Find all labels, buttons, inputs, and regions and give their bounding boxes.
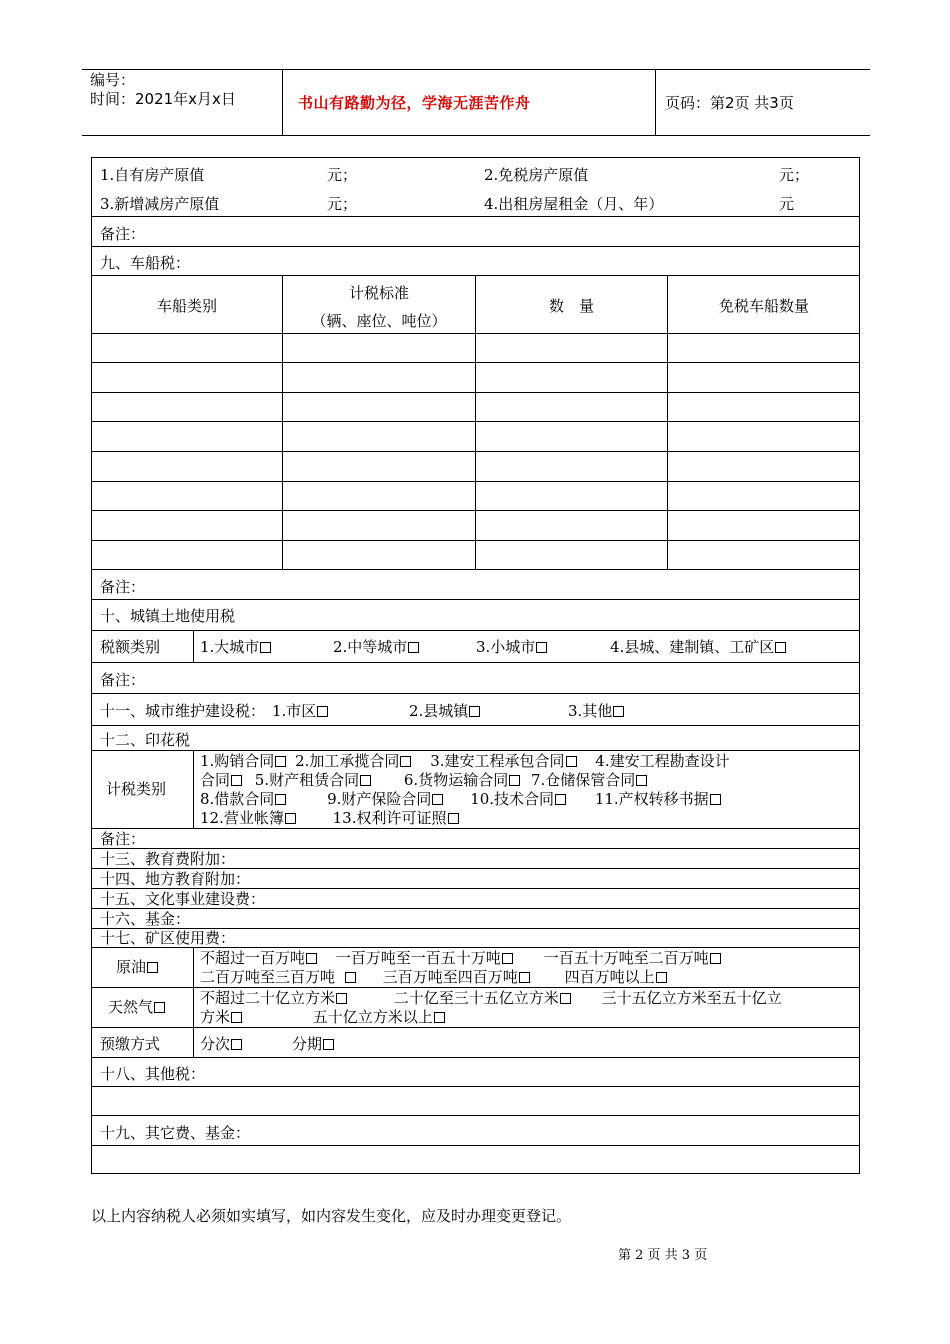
property-item-2-unit: 元； <box>779 166 810 184</box>
land-option-medium-city[interactable] <box>333 638 419 656</box>
checkbox-icon[interactable] <box>519 972 530 983</box>
urban-option-label: 3.其他 <box>568 702 613 720</box>
checkbox-icon[interactable] <box>275 756 286 767</box>
row-rule <box>91 246 860 247</box>
stamp-row-3 <box>200 790 721 808</box>
checkbox-icon[interactable] <box>231 1039 242 1050</box>
gas-option: 五十亿立方米以上 <box>312 1008 433 1026</box>
stamp-item: 11.产权转移书据 <box>594 790 709 808</box>
row-rule <box>91 1027 860 1028</box>
checkbox-icon[interactable] <box>336 993 347 1004</box>
land-option-label: 3.小城市 <box>476 638 536 656</box>
prepay-option-label: 分期 <box>292 1035 323 1053</box>
row-rule <box>91 750 860 751</box>
checkbox-icon[interactable] <box>710 794 721 805</box>
checkbox-icon[interactable] <box>775 642 786 653</box>
checkbox-icon[interactable] <box>509 775 520 786</box>
gas-option-part2: 方米 <box>200 1008 231 1026</box>
checkbox-icon[interactable] <box>275 794 286 805</box>
stamp-row-2 <box>200 771 647 789</box>
property-item-4: 4.出租房屋租金（月、年） <box>484 195 664 213</box>
property-item-2: 2.免税房产原值 <box>484 166 589 184</box>
stamp-item: 7.仓储保管合同 <box>530 771 636 789</box>
urban-option-label: 2.县城镇 <box>409 702 469 720</box>
gas-row-1 <box>200 989 782 1007</box>
document-time-label: 时间：2021年x月x日 <box>90 90 236 108</box>
checkbox-icon[interactable] <box>306 953 317 964</box>
stamp-item: 12.营业帐簿 <box>200 809 284 827</box>
row-rule <box>91 1145 860 1146</box>
fund-item: 十六、基金： <box>100 910 191 928</box>
row-rule <box>91 947 860 948</box>
checkbox-icon[interactable] <box>502 953 513 964</box>
header-motto: 书山有路勤为径，学海无涯苦作舟 <box>298 94 531 112</box>
gas-row-2 <box>200 1008 445 1026</box>
urban-option-other[interactable] <box>568 702 624 720</box>
stamp-item-4-part2: 合同 <box>200 771 231 789</box>
checkbox-icon[interactable] <box>147 962 158 973</box>
row-rule <box>91 1057 860 1058</box>
checkbox-icon[interactable] <box>469 706 480 717</box>
land-tax-category-label: 税额类别 <box>100 638 161 656</box>
other-tax-title: 十八、其他税： <box>100 1065 206 1083</box>
urban-option-county[interactable] <box>409 702 480 720</box>
land-option-label: 2.中等城市 <box>333 638 408 656</box>
header-page-label: 页码：第2页 共3页 <box>665 94 794 112</box>
prepay-option-installment[interactable] <box>200 1035 242 1053</box>
education-surcharge: 十三、教育费附加： <box>100 850 236 868</box>
oil-label-text: 原油 <box>116 958 147 976</box>
stamp-item: 3.建安工程承包合同 <box>430 752 565 770</box>
row-rule <box>91 828 860 829</box>
checkbox-icon[interactable] <box>360 775 371 786</box>
col-rule <box>193 630 194 662</box>
vehicle-tax-title: 九、车船税： <box>100 254 191 272</box>
checkbox-icon[interactable] <box>231 775 242 786</box>
checkbox-icon[interactable] <box>154 1002 165 1013</box>
checkbox-icon[interactable] <box>317 706 328 717</box>
col-rule <box>475 275 476 569</box>
checkbox-icon[interactable] <box>656 972 667 983</box>
checkbox-icon[interactable] <box>260 642 271 653</box>
property-item-1-unit: 元； <box>327 166 358 184</box>
checkbox-icon[interactable] <box>434 1012 445 1023</box>
col-rule <box>193 947 194 1057</box>
stamp-tax-title: 十二、印花税 <box>100 731 191 749</box>
stamp-item: 2.加工承揽合同 <box>295 752 400 770</box>
local-education-surcharge: 十四、地方教育附加： <box>100 870 251 888</box>
checkbox-icon[interactable] <box>566 756 577 767</box>
stamp-item-4-part1: 4.建安工程勘查设计 <box>595 752 730 770</box>
footer-note: 以上内容纳税人必须如实填写，如内容发生变化，应及时办理变更登记。 <box>91 1207 572 1225</box>
checkbox-icon[interactable] <box>285 813 296 824</box>
checkbox-icon[interactable] <box>345 972 356 983</box>
land-option-large-city[interactable] <box>200 638 271 656</box>
row-rule <box>91 693 860 694</box>
vehicle-col-type: 车船类别 <box>156 297 217 315</box>
land-option-small-city[interactable] <box>476 638 547 656</box>
oil-option: 一百万吨至一百五十万吨 <box>335 949 501 967</box>
oil-option: 三百万吨至四百万吨 <box>382 968 518 986</box>
row-rule <box>91 848 860 849</box>
checkbox-icon[interactable] <box>555 794 566 805</box>
stamp-tax-remark: 备注： <box>100 830 146 848</box>
row-rule <box>91 662 860 663</box>
stamp-item: 5.财产租赁合同 <box>254 771 360 789</box>
checkbox-icon[interactable] <box>636 775 647 786</box>
header-bottom-rule <box>82 135 870 136</box>
stamp-tax-category-label: 计税类别 <box>106 780 167 798</box>
stamp-row-4 <box>200 809 459 827</box>
vehicle-col-standard-unit: （辆、座位、吨位） <box>311 312 447 330</box>
row-rule <box>91 599 860 600</box>
vehicle-col-quantity: 数 量 <box>548 297 594 315</box>
row-rule <box>91 888 860 889</box>
stamp-item: 1.购销合同 <box>200 752 275 770</box>
row-rule <box>91 569 860 570</box>
mining-oil-label[interactable] <box>116 958 158 976</box>
mining-gas-label[interactable] <box>108 998 165 1016</box>
checkbox-icon[interactable] <box>231 1012 242 1023</box>
checkbox-icon[interactable] <box>400 756 411 767</box>
oil-option: 一百五十万吨至二百万吨 <box>543 949 709 967</box>
stamp-item: 8.借款合同 <box>200 790 275 808</box>
stamp-item: 10.技术合同 <box>470 790 555 808</box>
urban-tax-title: 十一、城市维护建设税： <box>100 702 266 720</box>
oil-option: 二百万吨至三百万吨 <box>200 968 336 986</box>
row-rule <box>91 725 860 726</box>
checkbox-icon[interactable] <box>448 813 459 824</box>
row-rule <box>91 1086 860 1087</box>
oil-option: 不超过一百万吨 <box>200 949 306 967</box>
row-rule <box>91 908 860 909</box>
checkbox-icon[interactable] <box>613 706 624 717</box>
checkbox-icon[interactable] <box>710 953 721 964</box>
row-rule <box>91 868 860 869</box>
gas-label-text: 天然气 <box>108 998 154 1016</box>
property-item-1: 1.自有房产原值 <box>100 166 205 184</box>
checkbox-icon[interactable] <box>408 642 419 653</box>
urban-option-label: 1.市区 <box>272 702 317 720</box>
row-rule <box>91 1115 860 1116</box>
land-tax-title: 十、城镇土地使用税 <box>100 607 236 625</box>
vehicle-col-exempt: 免税车船数量 <box>718 297 809 315</box>
culture-construction-fee: 十五、文化事业建设费： <box>100 890 266 908</box>
oil-option: 四百万吨以上 <box>564 968 655 986</box>
oil-row-1 <box>200 949 721 967</box>
header-divider-left <box>282 69 283 136</box>
document-number-label: 编号： <box>90 71 136 89</box>
checkbox-icon[interactable] <box>536 642 547 653</box>
property-remark: 备注： <box>100 225 146 243</box>
gas-option-part1: 三十五亿立方米至五十亿立 <box>601 989 782 1007</box>
footer-page-number: 第 2 页 共 3 页 <box>618 1248 708 1263</box>
property-item-3: 3.新增减房产原值 <box>100 195 220 213</box>
land-option-label: 4.县城、建制镇、工矿区 <box>610 638 775 656</box>
stamp-item: 9.财产保险合同 <box>327 790 432 808</box>
gas-option: 二十亿至三十五亿立方米 <box>393 989 559 1007</box>
vehicle-remark: 备注： <box>100 578 146 596</box>
checkbox-icon[interactable] <box>560 993 571 1004</box>
stamp-item: 6.货物运输合同 <box>403 771 509 789</box>
prepay-option-label: 分次 <box>200 1035 231 1053</box>
land-tax-remark: 备注： <box>100 671 146 689</box>
col-rule <box>667 275 668 569</box>
other-fees-title: 十九、其它费、基金： <box>100 1124 251 1142</box>
checkbox-icon[interactable] <box>432 794 443 805</box>
property-item-3-unit: 元； <box>327 195 358 213</box>
land-option-label: 1.大城市 <box>200 638 260 656</box>
header-divider-right <box>655 69 656 136</box>
row-rule <box>91 987 860 988</box>
mining-fee-title: 十七、矿区使用费： <box>100 929 236 947</box>
land-option-county[interactable] <box>610 638 786 656</box>
row-rule <box>91 216 860 217</box>
oil-row-2 <box>200 968 667 986</box>
stamp-row-1 <box>200 752 730 770</box>
gas-option: 不超过二十亿立方米 <box>200 989 336 1007</box>
col-rule <box>193 750 194 828</box>
row-rule <box>91 630 860 631</box>
prepay-label: 预缴方式 <box>100 1035 161 1053</box>
property-item-4-unit: 元 <box>779 195 795 213</box>
prepay-option-period[interactable] <box>292 1035 334 1053</box>
header-top-rule <box>82 69 870 70</box>
vehicle-col-standard: 计税标准 <box>348 284 409 302</box>
checkbox-icon[interactable] <box>323 1039 334 1050</box>
urban-option-city[interactable] <box>272 702 328 720</box>
stamp-item: 13.权利许可证照 <box>332 809 447 827</box>
